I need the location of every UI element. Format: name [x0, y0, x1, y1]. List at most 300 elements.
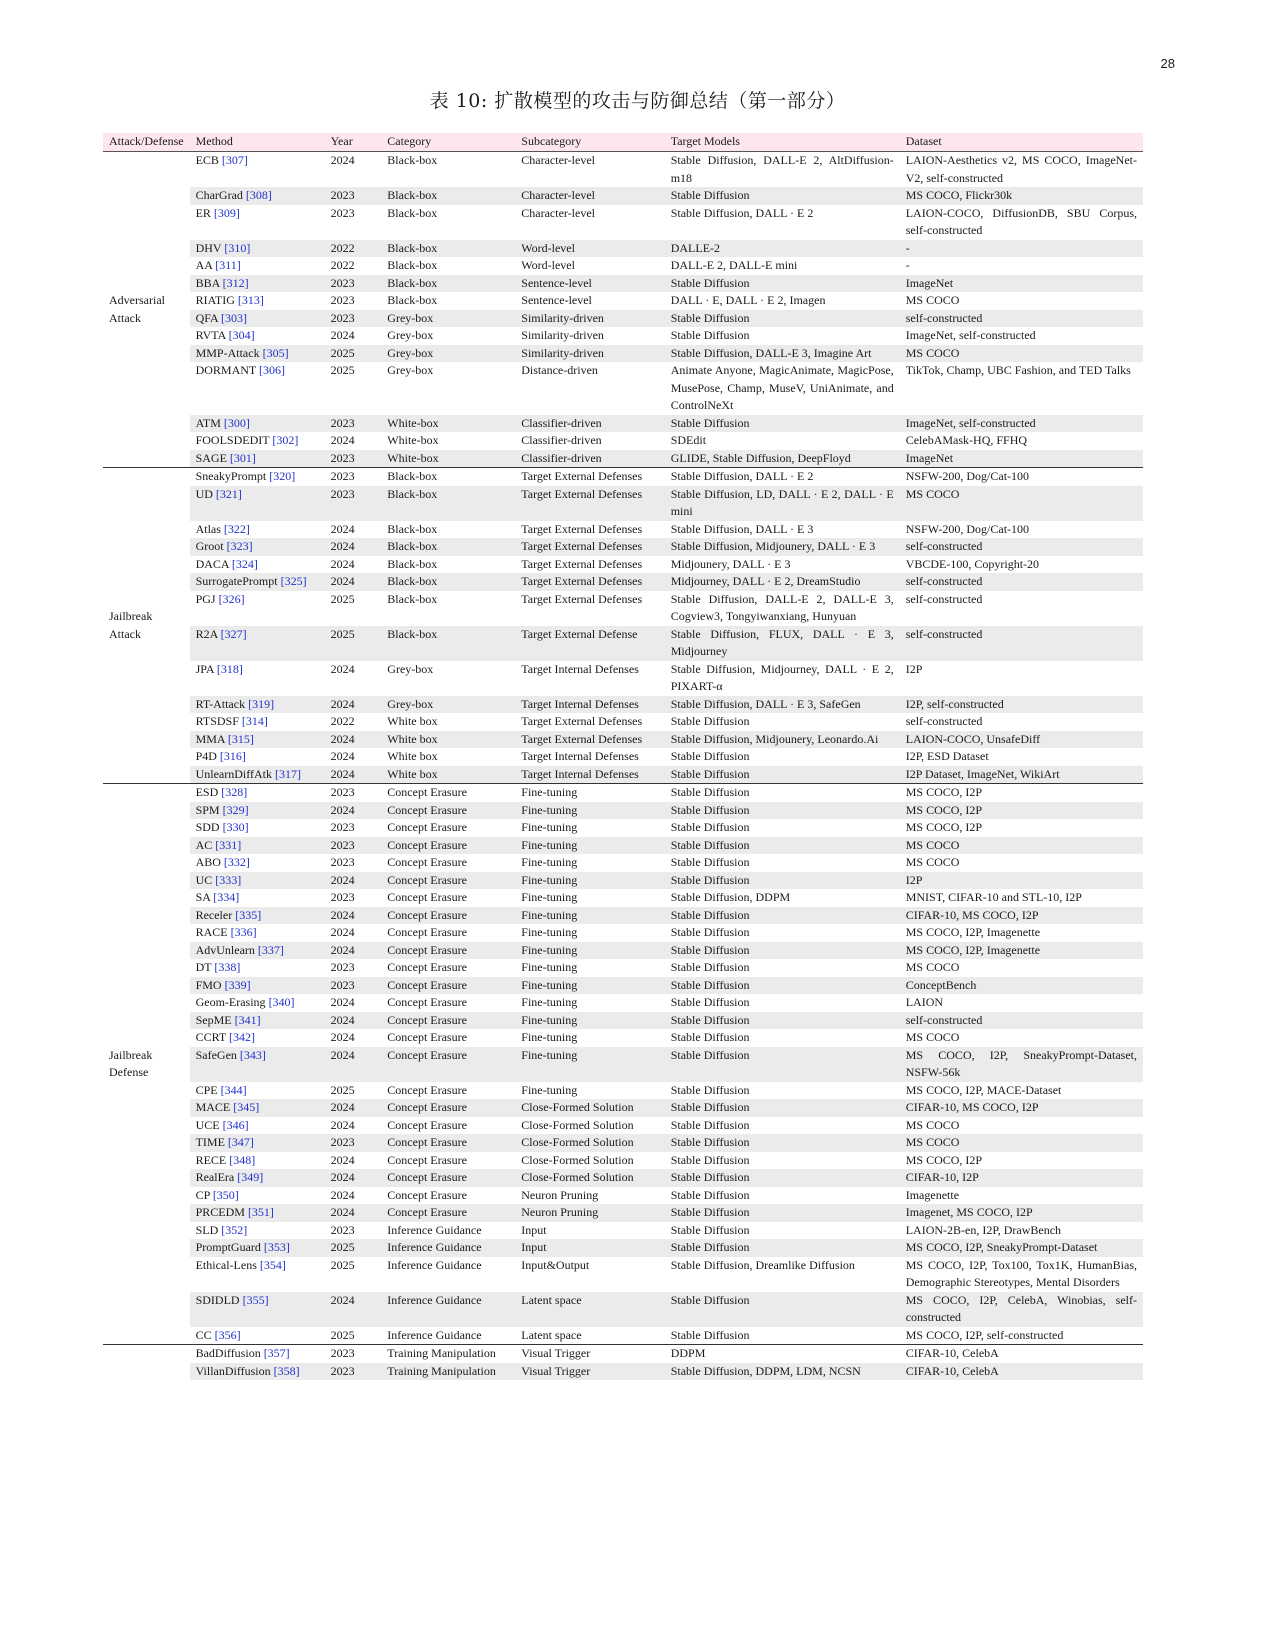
subcategory-cell: Target External Defenses: [521, 556, 643, 571]
method-cell: [190, 1082, 325, 1100]
method-name: SepME: [195, 1012, 232, 1027]
target-models-cell: Stable Diffusion: [665, 907, 900, 925]
target-models-cell: Stable Diffusion: [665, 784, 900, 802]
dataset-cell: LAION-COCO, DiffusionDB, SBU Corpus, self-constructed: [905, 205, 1137, 237]
category-cell: Black-box: [387, 556, 438, 571]
table-row: [103, 1012, 1143, 1030]
year-cell: 2022: [325, 240, 382, 258]
method-cell: [190, 872, 325, 890]
year-cell: 2024: [325, 942, 382, 960]
method-name: SAGE: [195, 450, 227, 465]
target-models-cell: Stable Diffusion, DALL-E 2, DALL-E 3, Cogview3, Tongyiwanxiang, Hunyuan: [670, 591, 894, 623]
citation-link[interactable]: [319]: [248, 696, 275, 711]
year-cell: 2023: [325, 415, 382, 433]
citation-link[interactable]: [323]: [226, 539, 253, 553]
subcategory-cell: Input: [515, 1239, 664, 1257]
method-name: CP: [195, 1187, 210, 1202]
category-cell: Black-box: [381, 486, 515, 521]
method-cell: [190, 1204, 325, 1222]
year-cell: 2024: [330, 153, 355, 167]
citation-link[interactable]: [312]: [222, 275, 249, 290]
citation-link[interactable]: [344]: [220, 1082, 247, 1097]
citation-link[interactable]: [315]: [227, 731, 254, 746]
dataset-cell: CIFAR-10, CelebA: [900, 1345, 1143, 1363]
method-cell: [190, 924, 325, 942]
dataset-cell: MS COCO, I2P, self-constructed: [905, 1327, 1064, 1342]
year-cell: 2025: [325, 626, 382, 661]
category-cell: Training Manipulation: [381, 1345, 515, 1363]
citation-link[interactable]: [305]: [262, 345, 289, 360]
category-cell: Inference Guidance: [387, 1222, 482, 1237]
citation-link[interactable]: [334]: [213, 890, 240, 904]
target-models-cell: Stable Diffusion, Midjounery, DALL · E 3: [665, 538, 900, 556]
year-cell: 2024: [325, 1292, 382, 1327]
method-cell: [190, 994, 325, 1012]
citation-link[interactable]: [308]: [245, 188, 272, 202]
year-cell: 2024: [325, 1099, 382, 1117]
method-name: SDD: [195, 820, 220, 834]
year-cell: 2024: [325, 1047, 382, 1082]
year-cell: 2025: [325, 1239, 382, 1257]
target-models-cell: Stable Diffusion: [670, 1222, 750, 1237]
citation-link[interactable]: [336]: [230, 925, 257, 939]
method-name: CC: [195, 1327, 212, 1342]
method-cell: [190, 450, 325, 468]
citation-link[interactable]: [329]: [222, 802, 249, 817]
citation-link[interactable]: [300]: [223, 415, 250, 430]
target-models-cell: Stable Diffusion, DALL-E 3, Imagine Art: [665, 345, 900, 363]
table-row: [103, 854, 1143, 872]
citation-link[interactable]: [335]: [235, 907, 262, 922]
target-models-cell: DDPM: [665, 1345, 900, 1363]
category-cell: Concept Erasure: [381, 907, 515, 925]
subcategory-cell: Target External Defenses: [515, 573, 664, 591]
method-name: SurrogatePrompt: [195, 574, 278, 588]
dataset-cell: MS COCO: [905, 1117, 960, 1132]
dataset-cell: ImageNet, self-constructed: [900, 415, 1143, 433]
method-cell: [190, 415, 325, 433]
target-models-cell: Stable Diffusion: [670, 714, 750, 728]
table-row: [103, 310, 1143, 328]
summary-table: [103, 133, 1143, 1380]
method-name: ECB: [195, 153, 219, 167]
group-label: Adversarial Attack: [103, 152, 190, 468]
method-cell: [190, 187, 325, 205]
table-row: [103, 415, 1143, 433]
dataset-cell: NSFW-200, Dog/Cat-100: [900, 468, 1143, 486]
citation-link[interactable]: [330]: [222, 820, 249, 834]
table-row: [103, 837, 1143, 855]
subcategory-cell: Word-level: [521, 258, 575, 272]
header-target-models: Target Models: [665, 133, 900, 152]
year-cell: 2023: [330, 890, 355, 904]
citation-link[interactable]: [311]: [215, 258, 241, 272]
method-name: ESD: [195, 785, 219, 799]
subcategory-cell: Fine-tuning: [515, 784, 664, 802]
dataset-cell: MS COCO: [900, 837, 1143, 855]
year-cell: 2023: [330, 960, 355, 974]
table-body: [103, 152, 1143, 1381]
method-cell: [190, 713, 325, 731]
category-cell: Concept Erasure: [381, 872, 515, 890]
citation-link[interactable]: [301]: [229, 450, 256, 465]
method-name: UC: [195, 872, 213, 887]
citation-link[interactable]: [354]: [259, 1257, 286, 1272]
citation-link[interactable]: [351]: [247, 1205, 274, 1219]
citation-link[interactable]: [317]: [275, 766, 302, 781]
target-models-cell: Stable Diffusion: [665, 1292, 900, 1327]
table-row: [103, 275, 1143, 293]
citation-link[interactable]: [320]: [269, 469, 296, 483]
target-models-cell: Stable Diffusion: [670, 1187, 750, 1202]
target-models-cell: Stable Diffusion: [665, 872, 900, 890]
header-year: Year: [325, 133, 382, 152]
subcategory-cell: Fine-tuning: [515, 977, 664, 995]
citation-link[interactable]: [352]: [221, 1222, 248, 1237]
year-cell: 2023: [325, 977, 382, 995]
category-cell: Concept Erasure: [381, 977, 515, 995]
citation-link[interactable]: [303]: [221, 310, 248, 325]
method-cell: [190, 1047, 325, 1082]
year-cell: 2022: [330, 258, 355, 272]
method-cell: [190, 1012, 325, 1030]
subcategory-cell: Fine-tuning: [515, 907, 664, 925]
method-name: DT: [195, 960, 212, 974]
table-row: [103, 573, 1143, 591]
method-cell: [190, 257, 325, 275]
target-models-cell: Stable Diffusion: [665, 766, 900, 784]
method-name: VillanDiffusion: [195, 1363, 271, 1378]
method-name: FOOLSDEDIT: [195, 433, 270, 447]
dataset-cell: I2P, ESD Dataset: [905, 749, 989, 763]
subcategory-cell: Fine-tuning: [515, 1047, 664, 1082]
category-cell: Grey-box: [387, 328, 434, 342]
dataset-cell: MS COCO, I2P: [905, 1152, 983, 1167]
category-cell: Black-box: [381, 626, 515, 661]
dataset-cell: LAION-Aesthetics v2, MS COCO, ImageNet-V2, self-constructed: [905, 153, 1137, 185]
citation-link[interactable]: [304]: [228, 328, 255, 342]
category-cell: Concept Erasure: [387, 1082, 467, 1097]
method-cell: [190, 1029, 325, 1047]
method-cell: [190, 731, 325, 749]
dataset-cell: MS COCO: [905, 1030, 960, 1044]
table-row: [103, 802, 1143, 820]
method-name: CCRT: [195, 1030, 226, 1044]
group-label: Jailbreak Attack: [103, 468, 190, 784]
citation-link[interactable]: [310]: [224, 240, 251, 255]
method-name: UnlearnDiffAtk: [195, 766, 273, 781]
category-cell: Black-box: [387, 205, 438, 220]
dataset-cell: -: [900, 240, 1143, 258]
method-cell: [190, 275, 325, 293]
year-cell: 2024: [330, 328, 355, 342]
dataset-cell: VBCDE-100, Copyright-20: [905, 556, 1040, 571]
dataset-cell: MS COCO, I2P, Tox100, Tox1K, HumanBias, Demographic Stereotypes, Mental Disorders: [905, 1257, 1137, 1289]
citation-link[interactable]: [331]: [215, 837, 242, 852]
subcategory-cell: Visual Trigger: [515, 1363, 664, 1381]
table-row: [103, 907, 1143, 925]
citation-link[interactable]: [353]: [263, 1240, 290, 1254]
year-cell: 2024: [325, 1204, 382, 1222]
citation-link[interactable]: [342]: [228, 1030, 255, 1044]
category-cell: Black-box: [381, 573, 515, 591]
target-models-cell: Stable Diffusion: [670, 1082, 750, 1097]
target-models-cell: Stable Diffusion: [670, 749, 750, 763]
method-name: DORMANT: [195, 363, 257, 377]
subcategory-cell: Character-level: [521, 205, 595, 220]
category-cell: Concept Erasure: [381, 1134, 515, 1152]
dataset-cell: MS COCO: [900, 486, 1143, 521]
target-models-cell: DALL-E 2, DALL-E mini: [670, 258, 798, 272]
method-cell: [190, 292, 325, 310]
citation-link[interactable]: [324]: [231, 556, 258, 571]
category-cell: Grey-box: [387, 661, 434, 676]
year-cell: 2023: [325, 837, 382, 855]
category-cell: Concept Erasure: [381, 1012, 515, 1030]
header-category: Category: [381, 133, 515, 152]
table-row: [103, 819, 1143, 837]
year-cell: 2024: [325, 1012, 382, 1030]
subcategory-cell: Neuron Pruning: [515, 1204, 664, 1222]
citation-link[interactable]: [302]: [272, 433, 299, 447]
category-cell: Concept Erasure: [381, 784, 515, 802]
year-cell: 2023: [325, 275, 382, 293]
method-name: Atlas: [195, 521, 221, 536]
target-models-cell: GLIDE, Stable Diffusion, DeepFloyd: [665, 450, 900, 468]
table-row: [103, 538, 1143, 556]
dataset-cell: LAION: [905, 995, 944, 1009]
target-models-cell: Stable Diffusion: [665, 942, 900, 960]
table-row: [103, 713, 1143, 731]
method-name: SA: [195, 890, 211, 904]
table-row: [103, 1257, 1143, 1292]
group-label: [103, 1345, 190, 1381]
citation-link[interactable]: [326]: [218, 591, 245, 606]
method-name: UCE: [195, 1117, 220, 1132]
dataset-cell: MS COCO, I2P, MACE-Dataset: [905, 1082, 1062, 1097]
subcategory-cell: Target Internal Defenses: [515, 696, 664, 714]
dataset-cell: self-constructed: [900, 538, 1143, 556]
table-row: [103, 924, 1143, 942]
citation-link[interactable]: [339]: [224, 977, 251, 992]
dataset-cell: MS COCO, I2P: [900, 802, 1143, 820]
citation-link[interactable]: [338]: [214, 960, 241, 974]
citation-link[interactable]: [356]: [214, 1327, 241, 1342]
dataset-cell: I2P Dataset, ImageNet, WikiArt: [900, 766, 1143, 784]
year-cell: 2024: [330, 556, 355, 571]
dataset-cell: I2P, self-constructed: [900, 696, 1143, 714]
dataset-cell: MS COCO: [900, 345, 1143, 363]
dataset-cell: MS COCO, I2P: [900, 784, 1143, 802]
citation-link[interactable]: [333]: [215, 872, 242, 887]
category-cell: White box: [387, 749, 438, 763]
method-name: ABO: [195, 855, 221, 869]
method-cell: [190, 766, 325, 784]
method-name: SPM: [195, 802, 220, 817]
year-cell: 2024: [325, 696, 382, 714]
year-cell: 2024: [325, 731, 382, 749]
citation-link[interactable]: [316]: [219, 749, 246, 763]
year-cell: 2025: [330, 363, 355, 377]
table-row: [103, 1222, 1143, 1240]
dataset-cell: self-constructed: [905, 714, 983, 728]
table-row: [103, 1327, 1143, 1345]
method-name: ATM: [195, 415, 221, 430]
target-models-cell: Stable Diffusion: [665, 977, 900, 995]
dataset-cell: MS COCO: [905, 293, 960, 307]
year-cell: 2025: [325, 345, 382, 363]
subcategory-cell: Fine-tuning: [521, 1030, 578, 1044]
target-models-cell: Stable Diffusion, DALL · E 2: [670, 205, 814, 220]
category-cell: White box: [387, 714, 438, 728]
table-row: [103, 1292, 1143, 1327]
citation-link[interactable]: [327]: [220, 626, 247, 641]
citation-link[interactable]: [348]: [229, 1152, 256, 1167]
table-row: [103, 591, 1143, 626]
method-name: DHV: [195, 240, 222, 255]
method-cell: [190, 1134, 325, 1152]
target-models-cell: Stable Diffusion: [665, 1047, 900, 1082]
year-cell: 2023: [330, 820, 355, 834]
citation-link[interactable]: [332]: [223, 855, 250, 869]
citation-link[interactable]: [341]: [234, 1012, 261, 1027]
table-row: [103, 1204, 1143, 1222]
citation-link[interactable]: [313]: [237, 293, 264, 307]
citation-link[interactable]: [357]: [263, 1346, 290, 1360]
dataset-cell: LAION-2B-en, I2P, DrawBench: [905, 1222, 1062, 1237]
category-cell: Grey-box: [387, 363, 434, 377]
category-cell: Concept Erasure: [381, 1099, 515, 1117]
method-name: TIME: [195, 1135, 225, 1149]
citation-link[interactable]: [318]: [216, 661, 243, 676]
citation-link[interactable]: [337]: [257, 942, 284, 957]
year-cell: 2023: [325, 784, 382, 802]
table-row: [103, 521, 1143, 539]
method-cell: [190, 1345, 325, 1363]
subcategory-cell: Fine-tuning: [521, 960, 578, 974]
category-cell: Black-box: [381, 275, 515, 293]
subcategory-cell: Latent space: [521, 1327, 582, 1342]
citation-link[interactable]: [314]: [241, 714, 268, 728]
dataset-cell: NSFW-200, Dog/Cat-100: [905, 521, 1030, 536]
citation-link[interactable]: [346]: [222, 1117, 249, 1132]
citation-link[interactable]: [322]: [223, 521, 250, 536]
citation-link[interactable]: [358]: [273, 1363, 300, 1378]
method-name: RTSDSF: [195, 714, 239, 728]
table-row: [103, 1099, 1143, 1117]
table-row: [103, 748, 1143, 766]
table-row: [103, 1169, 1143, 1187]
category-cell: Concept Erasure: [381, 1169, 515, 1187]
dataset-cell: ImageNet: [900, 275, 1143, 293]
citation-link[interactable]: [343]: [239, 1047, 266, 1062]
subcategory-cell: Input: [521, 1222, 547, 1237]
citation-link[interactable]: [306]: [259, 363, 286, 377]
table-row: [103, 556, 1143, 574]
citation-link[interactable]: [349]: [237, 1170, 264, 1184]
citation-link[interactable]: [347]: [227, 1135, 254, 1149]
method-cell: [190, 468, 325, 486]
dataset-cell: MNIST, CIFAR-10 and STL-10, I2P: [905, 890, 1082, 904]
method-name: AC: [195, 837, 213, 852]
dataset-cell: MS COCO: [905, 960, 960, 974]
citation-link[interactable]: [355]: [242, 1292, 269, 1307]
category-cell: Concept Erasure: [387, 1152, 467, 1167]
citation-link[interactable]: [307]: [221, 153, 248, 167]
year-cell: 2024: [325, 802, 382, 820]
subcategory-cell: Fine-tuning: [515, 1012, 664, 1030]
method-name: Ethical-Lens: [195, 1257, 257, 1272]
table-row: [103, 1187, 1143, 1205]
subcategory-cell: Target External Defense: [515, 626, 664, 661]
subcategory-cell: Target External Defenses: [515, 538, 664, 556]
method-cell: [190, 1117, 325, 1135]
method-name: MACE: [195, 1100, 231, 1114]
subcategory-cell: Distance-driven: [521, 363, 598, 377]
target-models-cell: Stable Diffusion: [670, 820, 750, 834]
citation-link[interactable]: [325]: [280, 574, 307, 588]
method-name: PromptGuard: [195, 1240, 261, 1254]
table-row: [103, 187, 1143, 205]
dataset-cell: MS COCO, Flickr30k: [900, 187, 1143, 205]
method-name: PRCEDM: [195, 1205, 245, 1219]
method-cell: [190, 1099, 325, 1117]
citation-link[interactable]: [350]: [212, 1187, 239, 1202]
target-models-cell: Stable Diffusion: [670, 855, 750, 869]
dataset-cell: CelebAMask-HQ, FFHQ: [905, 433, 1028, 447]
year-cell: 2023: [330, 293, 355, 307]
method-cell: [190, 362, 325, 415]
method-name: ER: [195, 205, 211, 220]
method-name: JPA: [195, 661, 214, 676]
method-cell: [190, 1222, 325, 1240]
target-models-cell: Stable Diffusion, LD, DALL · E 2, DALL · E mini: [665, 486, 900, 521]
year-cell: 2024: [330, 433, 355, 447]
table-row: [103, 362, 1143, 415]
target-models-cell: Stable Diffusion: [670, 925, 750, 939]
method-name: AA: [195, 258, 213, 272]
dataset-cell: Imagenet, MS COCO, I2P: [900, 1204, 1143, 1222]
subcategory-cell: Sentence-level: [521, 293, 592, 307]
dataset-cell: MS COCO: [900, 1134, 1143, 1152]
citation-link[interactable]: [309]: [213, 205, 240, 220]
citation-link[interactable]: [345]: [233, 1100, 260, 1114]
target-models-cell: Stable Diffusion, DDPM: [670, 890, 791, 904]
category-cell: Concept Erasure: [381, 802, 515, 820]
table-row: [103, 468, 1143, 486]
citation-link[interactable]: [321]: [215, 486, 242, 501]
subcategory-cell: Target External Defenses: [515, 731, 664, 749]
citation-link[interactable]: [340]: [268, 995, 295, 1009]
method-name: BadDiffusion: [195, 1346, 261, 1360]
table-row: [103, 784, 1143, 802]
method-name: RT-Attack: [195, 696, 246, 711]
target-models-cell: Stable Diffusion: [665, 415, 900, 433]
citation-link[interactable]: [328]: [221, 785, 248, 799]
year-cell: 2024: [330, 1030, 355, 1044]
table-row: [103, 626, 1143, 661]
table-row: [103, 994, 1143, 1012]
category-cell: Concept Erasure: [387, 1117, 467, 1132]
dataset-cell: ImageNet, self-constructed: [905, 328, 1036, 342]
dataset-cell: MS COCO, I2P, SneakyPrompt-Dataset: [900, 1239, 1143, 1257]
dataset-cell: self-constructed: [905, 591, 983, 606]
method-cell: [190, 521, 325, 539]
target-models-cell: SDEdit: [670, 433, 707, 447]
year-cell: 2023: [325, 187, 382, 205]
method-cell: [190, 1363, 325, 1381]
method-name: SLD: [195, 1222, 219, 1237]
